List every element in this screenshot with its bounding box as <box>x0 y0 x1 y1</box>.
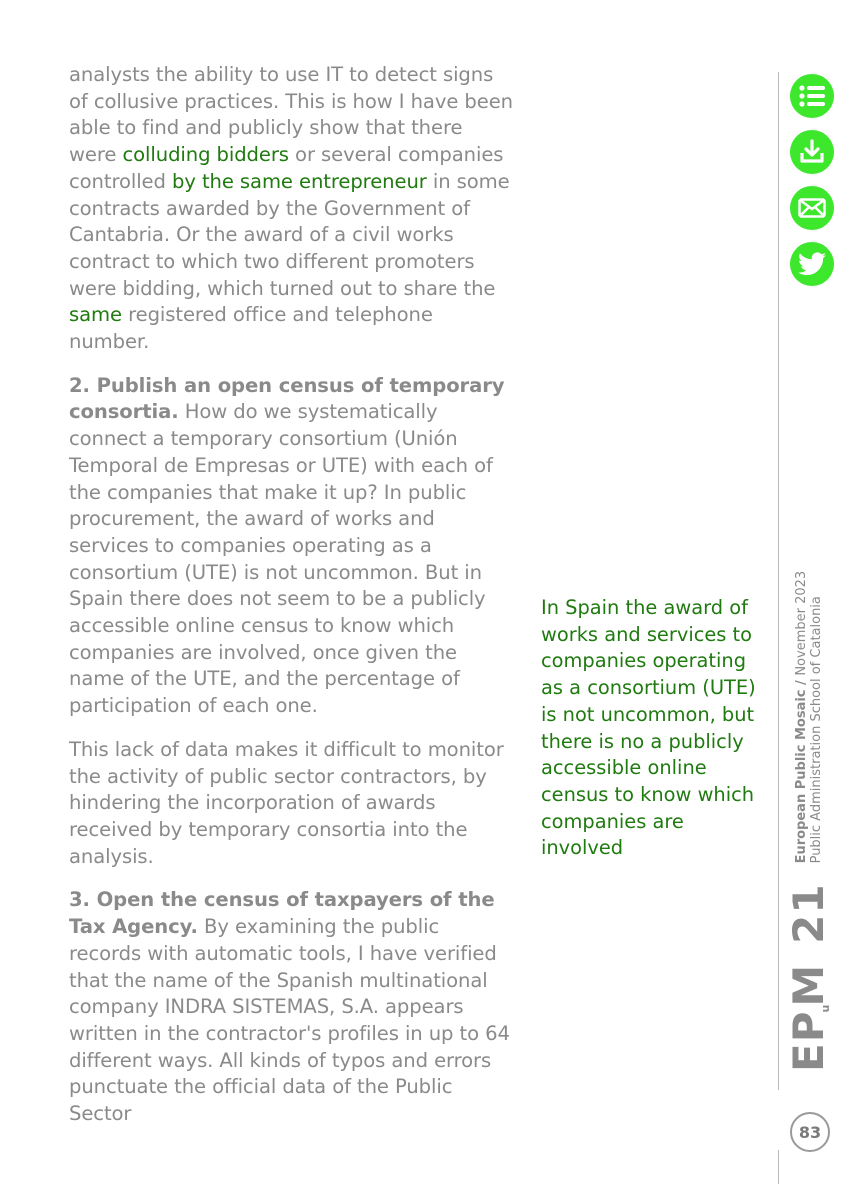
text: By examining the public records with automatic tools, I have verified that the name of the Spanish multinational company INDRA SISTEMAS, S.A. appears written in the contractor's profiles in up to 64 different ways. All kinds of typos and errors punctuate the official data of the Public Sector <box>69 915 510 1126</box>
brand-text: M <box>784 963 833 1007</box>
paragraph-tax-agency <box>69 887 514 1127</box>
text: or several companies controlled <box>69 143 504 193</box>
list-icon[interactable] <box>790 74 834 118</box>
divider-line <box>778 72 779 1090</box>
text: analysts the ability to use IT to detect signs of collusive practices. This is how I have been able to find and publicly show that there were <box>69 63 513 167</box>
paragraph-consortia <box>69 373 514 720</box>
text: How do we systematically connect a temporary consortium (Unión Temporal de Empresas or UTE) with each of the companies that make it up? In public procurement, the award of works and services to companies operating as a consortium (UTE) is not uncommon. But in Spain there does not seem to be a publicly accessible online census to know which companies are involved, once given the name of the UTE, and the percentage of participation of each one. <box>69 400 493 718</box>
text: registered office and telephone number. <box>69 303 433 354</box>
link-colluding-bidders[interactable]: colluding bidders <box>122 143 289 167</box>
brand-logo <box>784 963 833 1072</box>
masthead <box>781 570 837 1072</box>
pull-quote: In Spain the award of works and services to companies operating as a consortium (UTE) is not uncommon, but there is no a publicly accessible online census to know which companies are involved <box>541 596 756 860</box>
mail-icon[interactable] <box>790 186 834 230</box>
download-icon[interactable] <box>790 130 834 174</box>
twitter-icon[interactable] <box>790 242 834 286</box>
publication-name: European Public Mosaic <box>794 689 809 864</box>
brand-text: u <box>819 1004 832 1013</box>
brand-text: EP <box>784 1010 833 1072</box>
link-same-entrepreneur[interactable]: by the same entrepreneur <box>171 169 427 193</box>
issue-number: 21 <box>784 883 833 944</box>
publisher: Public Administration School of Catalonia <box>809 596 824 864</box>
link-same[interactable]: same <box>69 303 122 327</box>
text: in some contracts awarded by the Government of Cantabria. Or the award of a civil works contract to which two different promoters were bidding, which turned out to share the <box>69 169 510 300</box>
paragraph-lack-of-data: This lack of data makes it difficult to monitor the activity of public sector contractors, by hindering the incorporation of awards received by temporary consortia into the analysis. <box>69 737 504 868</box>
publication-line <box>794 571 809 864</box>
publication-info <box>794 571 824 864</box>
page-number: 83 <box>790 1112 830 1152</box>
paragraph-collusion <box>69 62 514 356</box>
section-heading-consortia: 2. Publish an open census of temporary consortia. <box>69 373 505 424</box>
publication-date: November 2023 <box>794 570 809 676</box>
divider-line <box>778 1150 779 1184</box>
article-body <box>69 62 514 1128</box>
slash: / <box>794 675 809 690</box>
section-heading-tax-agency: 3. Open the census of taxpayers of the Tax Agency. <box>69 888 495 939</box>
